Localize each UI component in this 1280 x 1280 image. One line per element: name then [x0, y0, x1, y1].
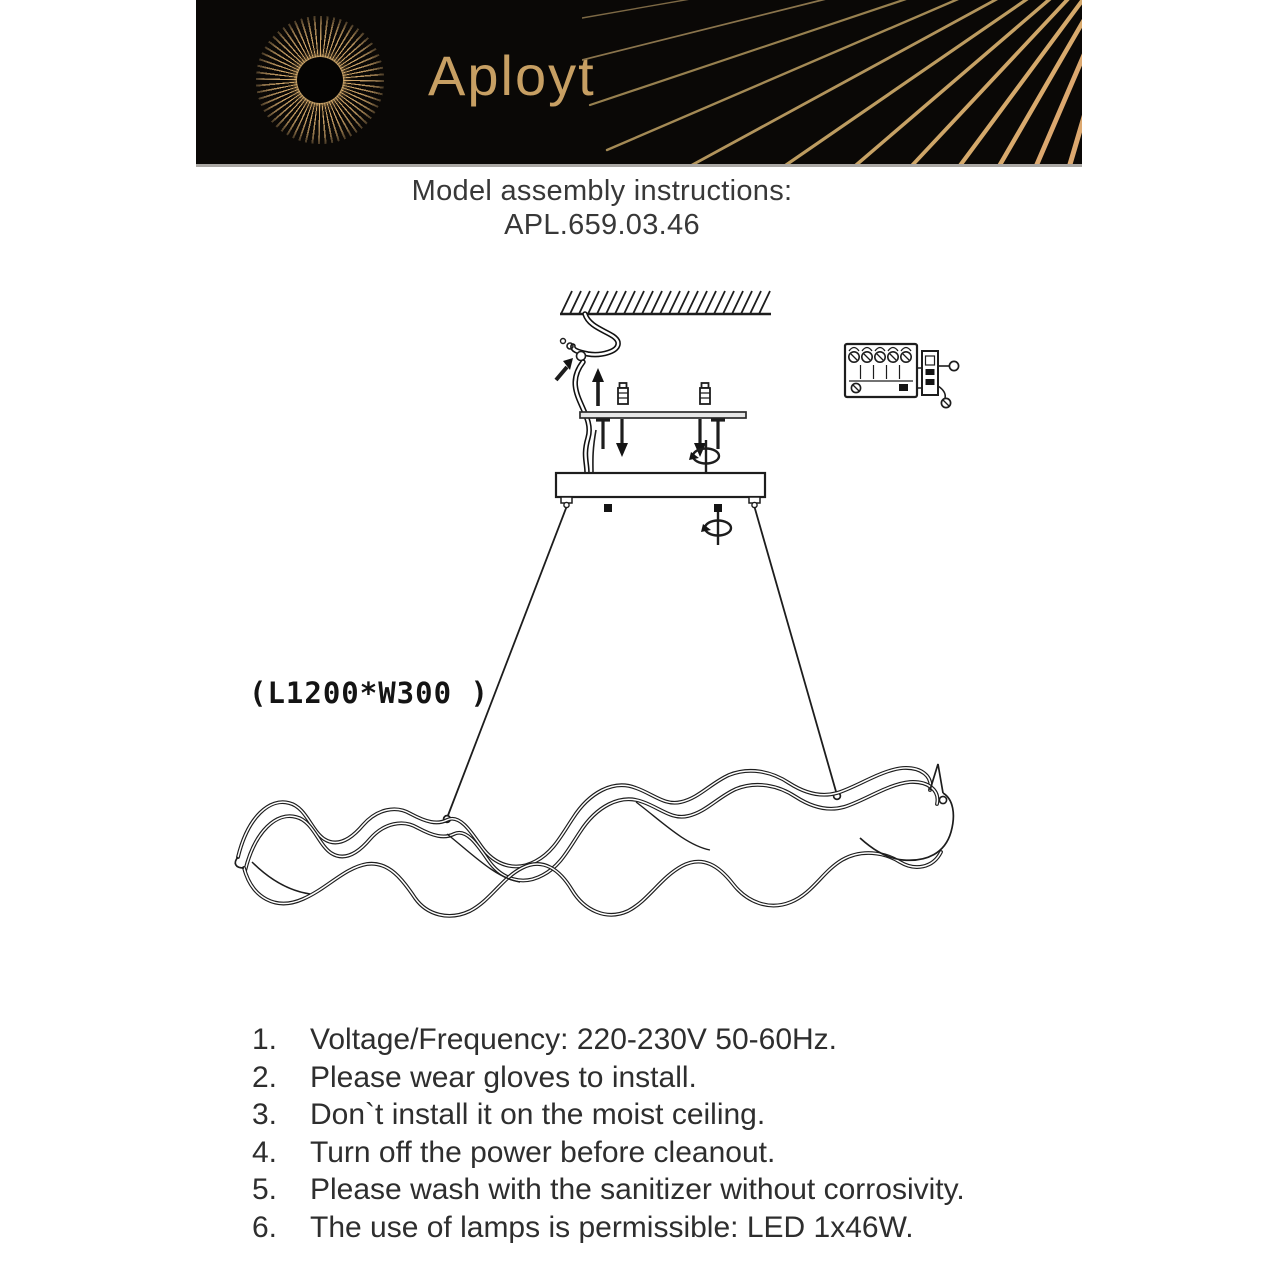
decorative-rays-icon — [582, 0, 1082, 164]
list-item-number: 4. — [252, 1135, 278, 1169]
mount-point-markers — [604, 504, 722, 512]
model-number: APL.659.03.46 — [504, 209, 700, 241]
up-arrow-icon — [592, 368, 604, 406]
mounting-bracket — [580, 412, 746, 418]
page-title: Model assembly instructions: — [411, 175, 793, 207]
down-arrow-icon — [616, 419, 706, 457]
brand-name: Aployt — [428, 44, 596, 107]
list-item-number: 1. — [252, 1023, 278, 1056]
list-item-text: Please wash with the sanitizer without corrosivity. — [310, 1173, 965, 1206]
instruction-list — [252, 1021, 1092, 1246]
dimensions-label: (L1200*W300 ) — [249, 676, 489, 710]
list-item-number: 5. — [252, 1173, 278, 1206]
list-item-text: Turn off the power before cleanout. — [310, 1135, 776, 1169]
list-item-number: 6. — [252, 1210, 278, 1244]
list-item-text: Please wear gloves to install. — [310, 1060, 697, 1094]
list-item — [252, 1171, 1092, 1209]
list-item-text: The use of lamps is permissible: LED 1x46W. — [310, 1210, 914, 1244]
list-item — [252, 1059, 1092, 1097]
wall-anchor-icon — [618, 383, 710, 404]
title-block — [202, 174, 1002, 242]
list-item — [252, 1209, 1092, 1247]
list-item-number: 2. — [252, 1060, 278, 1094]
list-item-number: 3. — [252, 1098, 278, 1131]
assembly-diagram — [0, 270, 1280, 930]
list-item — [252, 1096, 1092, 1134]
list-item — [252, 1021, 1092, 1059]
starburst-logo-icon — [256, 16, 384, 144]
suspension-cables — [444, 507, 841, 822]
list-item — [252, 1134, 1092, 1172]
power-wire-icon — [556, 314, 618, 473]
screw-rotate-icon — [701, 512, 731, 545]
ceiling-hatch-icon — [560, 291, 771, 314]
terminal-block-icon — [845, 344, 959, 408]
canopy-plate — [556, 473, 765, 508]
list-item-text: Voltage/Frequency: 220-230V 50-60Hz. — [310, 1023, 838, 1056]
brand-banner — [196, 0, 1082, 167]
list-item-text: Don`t install it on the moist ceiling. — [310, 1098, 766, 1131]
lamp-wave-shade — [235, 764, 953, 916]
